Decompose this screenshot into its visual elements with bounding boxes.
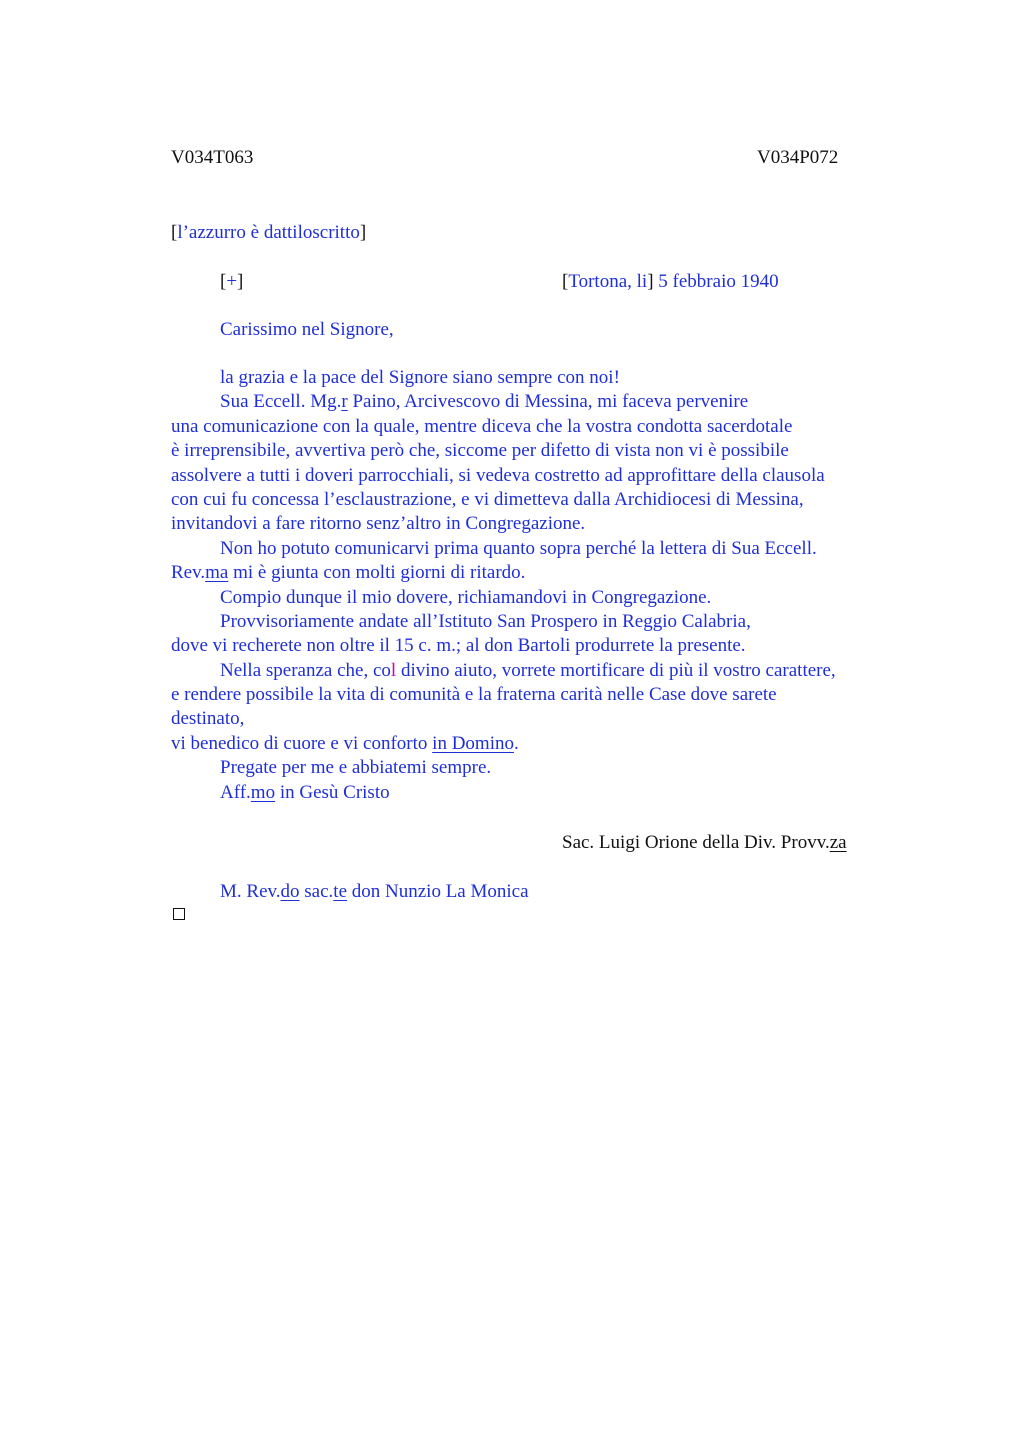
cross-symbol: +: [226, 271, 238, 292]
note-bracket-open: [: [171, 222, 178, 243]
body-line: la grazia e la pace del Signore siano sempre con noi!: [220, 367, 620, 388]
body-line: Provvisoriamente andate all’Istituto San Prospero in Reggio Calabria,: [220, 610, 751, 632]
body-line: Non ho potuto comunicarvi prima quanto sopra perché la lettera di Sua Eccell.: [220, 537, 817, 559]
body-line: Pregate per me e abbiatemi sempre.: [220, 757, 492, 779]
latin-phrase: in Domino: [432, 732, 514, 754]
body-line: Sua Eccell. Mg.r Paino, Arcivescovo di Messina, mi faceva pervenire: [220, 391, 749, 413]
body-line: invitandovi a fare ritorno senz’altro in Congregazione.: [171, 513, 586, 535]
superscript-abbrev: za: [829, 832, 847, 853]
body-line: Nella speranza che, col divino aiuto, vorrete mortificare di più il vostro carattere,: [220, 659, 836, 681]
dateline-date: 5 febbraio 1940: [653, 271, 779, 292]
superscript-abbrev: r: [341, 391, 348, 413]
signature: Sac. Luigi Orione della Div. Provv.za: [562, 832, 847, 853]
body-line: dove vi recherete non oltre il 15 c. m.; al don Bartoli produrrete la presente.: [171, 635, 746, 657]
superscript-abbrev: mo: [250, 781, 276, 803]
superscript-abbrev: te: [333, 881, 348, 902]
salutation: Carissimo nel Signore,: [220, 319, 394, 340]
superscript-abbrev: do: [280, 881, 300, 902]
dateline: [Tortona, li] 5 febbraio 1940: [562, 271, 779, 292]
body-line: Aff.mo in Gesù Cristo: [220, 781, 390, 803]
body-line: con cui fu concessa l’esclaustrazione, e vi dimetteva dalla Archidiocesi di Messina,: [171, 488, 804, 510]
body-line: e rendere possibile la vita di comunità e la fraterna carità nelle Case dove sarete: [171, 684, 777, 706]
cross-mark: [+]: [220, 271, 244, 292]
superscript-abbrev: ma: [205, 562, 229, 584]
body-line: assolvere a tutti i doveri parrocchiali, si vedeva costretto ad approfittare della clausola: [171, 464, 825, 486]
end-marker-box-icon: [173, 908, 185, 920]
document-code-right: V034P072: [757, 147, 839, 168]
editorial-note: [171, 221, 366, 245]
body-line: Rev.ma mi è giunta con molti giorni di ritardo.: [171, 562, 526, 584]
note-bracket-close: ]: [359, 222, 367, 243]
dateline-place: Tortona, li: [568, 271, 648, 292]
body-line: vi benedico di cuore e vi conforto in Domino.: [171, 732, 519, 754]
handwritten-correction: l: [390, 659, 397, 681]
letter-body: [171, 366, 911, 805]
document-code-left: V034T063: [171, 147, 254, 168]
body-line: è irreprensibile, avvertiva però che, siccome per difetto di vista non vi è possibile: [171, 440, 789, 462]
note-text: l’azzurro è dattiloscritto: [177, 222, 360, 243]
body-line: Compio dunque il mio dovere, richiamandovi in Congregazione.: [220, 586, 712, 608]
body-line: una comunicazione con la quale, mentre diceva che la vostra condotta sacerdotale: [171, 415, 793, 437]
addressee: M. Rev.do sac.te don Nunzio La Monica: [220, 881, 529, 902]
body-line: destinato,: [171, 708, 245, 730]
